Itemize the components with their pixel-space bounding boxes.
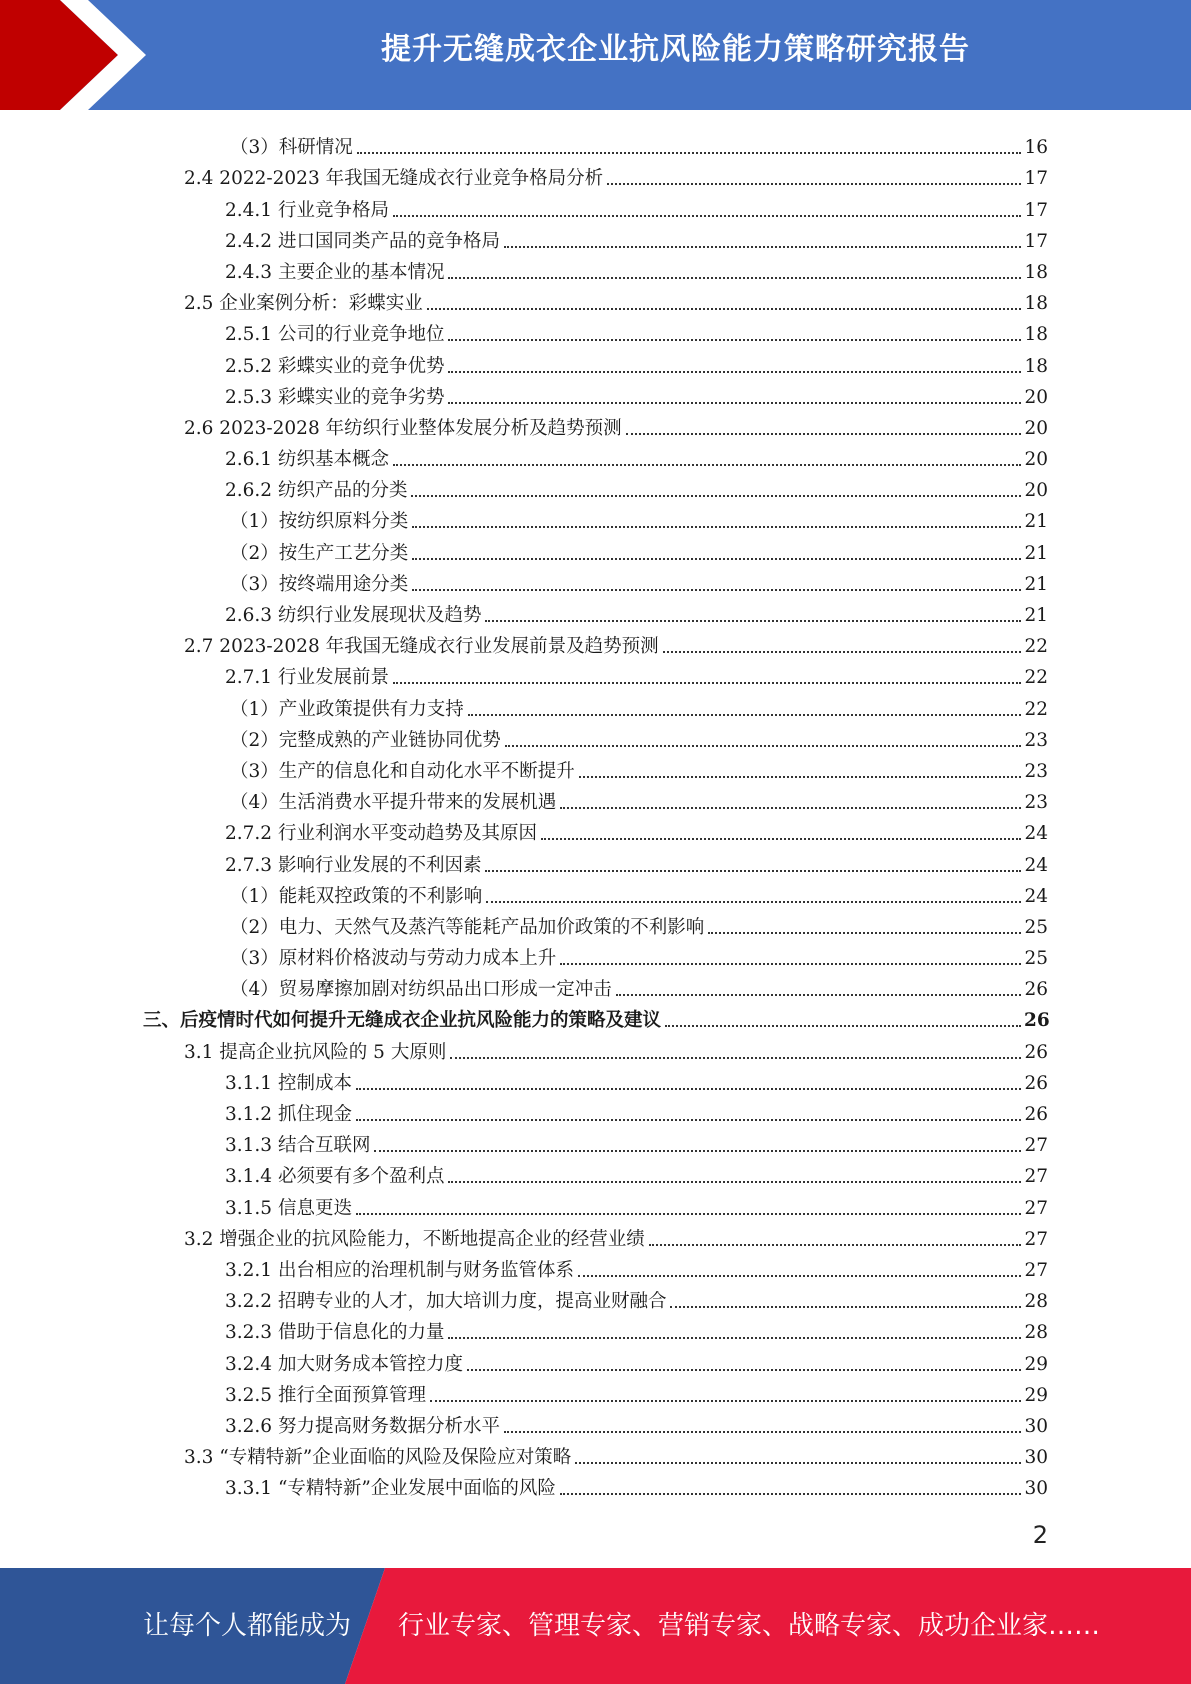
toc-entry[interactable]: [0, 315, 1048, 346]
toc-entry-page-number: 30: [1024, 1447, 1048, 1469]
toc-entry-title: 2.5.1 公司的行业竞争地位: [225, 324, 445, 346]
toc-dot-leader: [504, 246, 1021, 248]
toc-dot-leader: [468, 714, 1021, 716]
toc-dot-leader: [412, 526, 1021, 528]
toc-dot-leader: [448, 1181, 1021, 1183]
toc-entry[interactable]: [0, 814, 1048, 845]
toc-dot-leader: [356, 1119, 1021, 1121]
toc-entry-title: 3.1 提高企业抗风险的 5 大原则: [184, 1041, 447, 1063]
toc-dot-leader: [393, 215, 1021, 217]
toc-dot-leader: [505, 745, 1021, 747]
toc-entry-title: 2.4.3 主要企业的基本情况: [225, 261, 445, 283]
toc-dot-leader: [616, 994, 1021, 996]
toc-entry-title: （3）科研情况: [230, 137, 353, 159]
toc-entry[interactable]: [0, 627, 1048, 658]
toc-entry[interactable]: [0, 1344, 1048, 1375]
toc-entry-page-number: 21: [1024, 511, 1048, 533]
toc-entry-page-number: 23: [1024, 792, 1048, 814]
toc-entry-title: 3.1.4 必须要有多个盈利点: [225, 1166, 445, 1188]
toc-entry[interactable]: [0, 1188, 1048, 1219]
toc-entry-title: 3.1.1 控制成本: [225, 1072, 352, 1094]
toc-entry[interactable]: [0, 939, 1048, 970]
toc-entry-page-number: 17: [1024, 168, 1048, 190]
toc-entry[interactable]: [0, 502, 1048, 533]
toc-dot-leader: [541, 838, 1021, 840]
footer-banner: [0, 1568, 1191, 1684]
toc-entry[interactable]: [0, 253, 1048, 284]
toc-entry-page-number: 20: [1024, 417, 1048, 439]
toc-entry-title: 3.1.3 结合互联网: [225, 1135, 371, 1157]
toc-entry-title: （2）电力、天然气及蒸汽等能耗产品加价政策的不利影响: [230, 916, 705, 938]
toc-entry[interactable]: [0, 689, 1048, 720]
toc-dot-leader: [607, 183, 1021, 185]
toc-entry[interactable]: [0, 970, 1048, 1001]
toc-entry-title: （1）能耗双控政策的不利影响: [230, 885, 483, 907]
toc-entry-page-number: 25: [1024, 916, 1048, 938]
toc-dot-leader: [575, 1462, 1021, 1464]
toc-entry-title: 三、后疫情时代如何提升无缝成衣企业抗风险能力的策略及建议: [143, 1010, 662, 1032]
toc-dot-leader: [448, 1337, 1021, 1339]
toc-entry[interactable]: [0, 1157, 1048, 1188]
toc-entry-title: （2）按生产工艺分类: [230, 542, 409, 564]
toc-entry[interactable]: [0, 1313, 1048, 1344]
toc-dot-leader: [670, 1306, 1021, 1308]
toc-entry-page-number: 20: [1024, 449, 1048, 471]
toc-entry-page-number: 18: [1024, 355, 1048, 377]
toc-entry-title: （3）生产的信息化和自动化水平不断提升: [230, 760, 575, 782]
toc-dot-leader: [356, 1213, 1021, 1215]
toc-entry-page-number: 27: [1024, 1228, 1048, 1250]
toc-dot-leader: [412, 558, 1021, 560]
toc-entry[interactable]: [0, 1095, 1048, 1126]
toc-entry-title: 3.3 “专精特新”企业面临的风险及保险应对策略: [184, 1447, 572, 1469]
toc-entry[interactable]: [0, 1001, 1048, 1032]
toc-entry-page-number: 18: [1024, 261, 1048, 283]
toc-entry[interactable]: [0, 596, 1048, 627]
toc-entry-page-number: 20: [1024, 386, 1048, 408]
toc-entry[interactable]: [0, 471, 1048, 502]
toc-dot-leader: [393, 464, 1021, 466]
toc-entry-title: 2.7 2023-2028 年我国无缝成衣行业发展前景及趋势预测: [184, 636, 659, 658]
toc-entry[interactable]: [0, 1126, 1048, 1157]
toc-entry-title: 2.7.2 行业利润水平变动趋势及其原因: [225, 823, 537, 845]
toc-entry-page-number: 26: [1024, 1041, 1048, 1063]
toc-dot-leader: [356, 1088, 1021, 1090]
footer-slogan-left: 让每个人都能成为: [143, 1611, 352, 1641]
toc-entry[interactable]: [0, 159, 1048, 190]
toc-entry-title: 2.5.3 彩蝶实业的竞争劣势: [225, 386, 445, 408]
toc-entry-title: （4）贸易摩擦加剧对纺织品出口形成一定冲击: [230, 979, 612, 1001]
toc-entry-page-number: 30: [1024, 1478, 1048, 1500]
toc-dot-leader: [485, 870, 1021, 872]
toc-entry-page-number: 22: [1024, 636, 1048, 658]
toc-entry-page-number: 26: [1024, 1010, 1050, 1032]
toc-entry[interactable]: [0, 908, 1048, 939]
toc-entry[interactable]: [0, 128, 1048, 159]
toc-entry-page-number: 21: [1024, 605, 1048, 626]
toc-entry-page-number: 21: [1024, 542, 1048, 564]
toc-entry-page-number: 18: [1024, 324, 1048, 346]
toc-dot-leader: [579, 776, 1021, 778]
toc-entry[interactable]: [0, 752, 1048, 783]
toc-entry-page-number: 25: [1024, 948, 1048, 970]
toc-entry[interactable]: [0, 1220, 1048, 1251]
toc-entry-title: 2.6.1 纺织基本概念: [225, 449, 389, 471]
toc-entry[interactable]: [0, 409, 1048, 440]
toc-entry-title: 3.3.1 “专精特新”企业发展中面临的风险: [225, 1478, 556, 1500]
toc-entry-page-number: 22: [1024, 667, 1048, 689]
toc-entry-page-number: 26: [1024, 1104, 1048, 1125]
toc-dot-leader: [708, 932, 1021, 934]
toc-entry[interactable]: [0, 222, 1048, 253]
toc-dot-leader: [560, 1493, 1021, 1495]
page-number: 2: [1032, 1521, 1048, 1549]
toc-entry[interactable]: [0, 877, 1048, 908]
toc-entry[interactable]: [0, 346, 1048, 377]
toc-entry-page-number: 24: [1024, 885, 1048, 907]
toc-entry-page-number: 29: [1024, 1384, 1048, 1406]
toc-entry[interactable]: [0, 1282, 1048, 1313]
toc-dot-leader: [665, 1025, 1021, 1027]
toc-entry-title: （2）完整成熟的产业链协同优势: [230, 729, 501, 751]
toc-entry-title: 2.6.3 纺织行业发展现状及趋势: [225, 605, 482, 626]
toc-dot-leader: [663, 651, 1021, 653]
toc-dot-leader: [560, 807, 1021, 809]
toc-dot-leader: [430, 1400, 1021, 1402]
header-banner: [0, 0, 1191, 110]
toc-entry-title: 2.6.2 纺织产品的分类: [225, 480, 408, 502]
toc-dot-leader: [374, 1150, 1021, 1152]
toc-entry-title: 3.1.5 信息更迭: [225, 1197, 352, 1219]
toc-entry-page-number: 27: [1024, 1166, 1048, 1188]
toc-entry-title: 3.2.1 出台相应的治理机制与财务监管体系: [225, 1259, 574, 1281]
toc-entry-title: 3.2.5 推行全面预算管理: [225, 1384, 426, 1406]
toc-dot-leader: [411, 495, 1021, 497]
toc-entry-page-number: 23: [1024, 729, 1048, 751]
toc-entry-page-number: 23: [1024, 760, 1048, 782]
toc-entry-title: （4）生活消费水平提升带来的发展机遇: [230, 792, 557, 814]
toc-entry[interactable]: [0, 658, 1048, 689]
toc-dot-leader: [467, 1369, 1021, 1371]
toc-dot-leader: [578, 1275, 1021, 1277]
toc-entry-page-number: 24: [1024, 823, 1048, 845]
toc-entry-title: （3）原材料价格波动与劳动力成本上升: [230, 948, 557, 970]
toc-entry[interactable]: [0, 565, 1048, 596]
toc-entry-page-number: 27: [1024, 1135, 1048, 1157]
toc-entry[interactable]: [0, 1032, 1048, 1063]
toc-entry[interactable]: [0, 440, 1048, 471]
toc-entry-page-number: 28: [1024, 1291, 1048, 1313]
toc-entry-title: 2.5 企业案例分析：彩蝶实业: [184, 293, 423, 315]
toc-dot-leader: [393, 682, 1021, 684]
toc-dot-leader: [412, 589, 1021, 591]
toc-entry-page-number: 27: [1024, 1259, 1048, 1281]
toc-entry[interactable]: [0, 378, 1048, 409]
toc-entry-page-number: 27: [1024, 1197, 1048, 1219]
toc-entry[interactable]: [0, 1407, 1048, 1438]
toc-entry-page-number: 28: [1024, 1322, 1048, 1344]
toc-entry-page-number: 17: [1024, 230, 1048, 252]
toc-entry-title: 3.2 增强企业的抗风险能力，不断地提高企业的经营业绩: [184, 1228, 645, 1250]
toc-entry-title: 2.7.3 影响行业发展的不利因素: [225, 854, 482, 876]
toc-dot-leader: [560, 963, 1021, 965]
toc-entry[interactable]: [0, 190, 1048, 221]
toc-entry-page-number: 26: [1024, 1072, 1048, 1094]
toc-dot-leader: [357, 152, 1021, 154]
toc-entry-title: 2.7.1 行业发展前景: [225, 667, 389, 689]
toc-entry-title: 2.4 2022-2023 年我国无缝成衣行业竞争格局分析: [184, 168, 604, 190]
toc-entry[interactable]: [0, 845, 1048, 876]
toc-entry-page-number: 16: [1024, 137, 1048, 159]
toc-entry[interactable]: [0, 1251, 1048, 1282]
toc-entry-title: 2.6 2023-2028 年纺织行业整体发展分析及趋势预测: [184, 417, 622, 439]
toc-entry[interactable]: [0, 1064, 1048, 1095]
toc-entry-title: 3.2.6 努力提高财务数据分析水平: [225, 1415, 500, 1437]
toc-entry[interactable]: [0, 783, 1048, 814]
toc-dot-leader: [649, 1244, 1021, 1246]
toc-entry-page-number: 17: [1024, 199, 1048, 221]
table-of-contents: [0, 128, 1191, 1500]
toc-entry-page-number: 30: [1024, 1415, 1048, 1437]
toc-dot-leader: [448, 402, 1021, 404]
toc-dot-leader: [427, 308, 1021, 310]
toc-entry-page-number: 22: [1024, 698, 1048, 720]
toc-entry[interactable]: [0, 721, 1048, 752]
toc-entry[interactable]: [0, 533, 1048, 564]
toc-dot-leader: [504, 1431, 1021, 1433]
toc-entry-title: 2.4.2 进口国同类产品的竞争格局: [225, 230, 500, 252]
toc-entry-page-number: 18: [1024, 293, 1048, 315]
toc-entry[interactable]: [0, 1438, 1048, 1469]
toc-entry-page-number: 26: [1024, 979, 1048, 1001]
toc-entry[interactable]: [0, 1469, 1048, 1500]
toc-entry[interactable]: [0, 284, 1048, 315]
toc-entry-title: （1）按纺织原料分类: [230, 511, 409, 533]
toc-dot-leader: [486, 901, 1021, 903]
toc-dot-leader: [485, 620, 1021, 622]
toc-entry[interactable]: [0, 1376, 1048, 1407]
report-title: 提升无缝成衣企业抗风险能力策略研究报告: [381, 32, 970, 67]
toc-entry-page-number: 21: [1024, 573, 1048, 595]
toc-entry-page-number: 20: [1024, 480, 1048, 502]
toc-entry-title: （3）按终端用途分类: [230, 573, 409, 595]
toc-entry-title: 3.2.3 借助于信息化的力量: [225, 1322, 445, 1344]
toc-entry-title: （1）产业政策提供有力支持: [230, 698, 464, 720]
toc-dot-leader: [448, 339, 1021, 341]
toc-entry-title: 2.5.2 彩蝶实业的竞争优势: [225, 355, 445, 377]
toc-entry-title: 2.4.1 行业竞争格局: [225, 199, 389, 221]
toc-entry-page-number: 29: [1024, 1353, 1048, 1375]
footer-slogan-right: 行业专家、管理专家、营销专家、战略专家、成功企业家……: [398, 1611, 1101, 1641]
toc-entry-title: 3.2.4 加大财务成本管控力度: [225, 1353, 463, 1375]
toc-dot-leader: [448, 371, 1021, 373]
toc-entry-title: 3.2.2 招聘专业的人才，加大培训力度，提高业财融合: [225, 1291, 667, 1313]
toc-entry-title: 3.1.2 抓住现金: [225, 1104, 352, 1125]
toc-dot-leader: [626, 433, 1021, 435]
toc-dot-leader: [448, 277, 1021, 279]
toc-entry-page-number: 24: [1024, 854, 1048, 876]
toc-dot-leader: [450, 1057, 1021, 1059]
